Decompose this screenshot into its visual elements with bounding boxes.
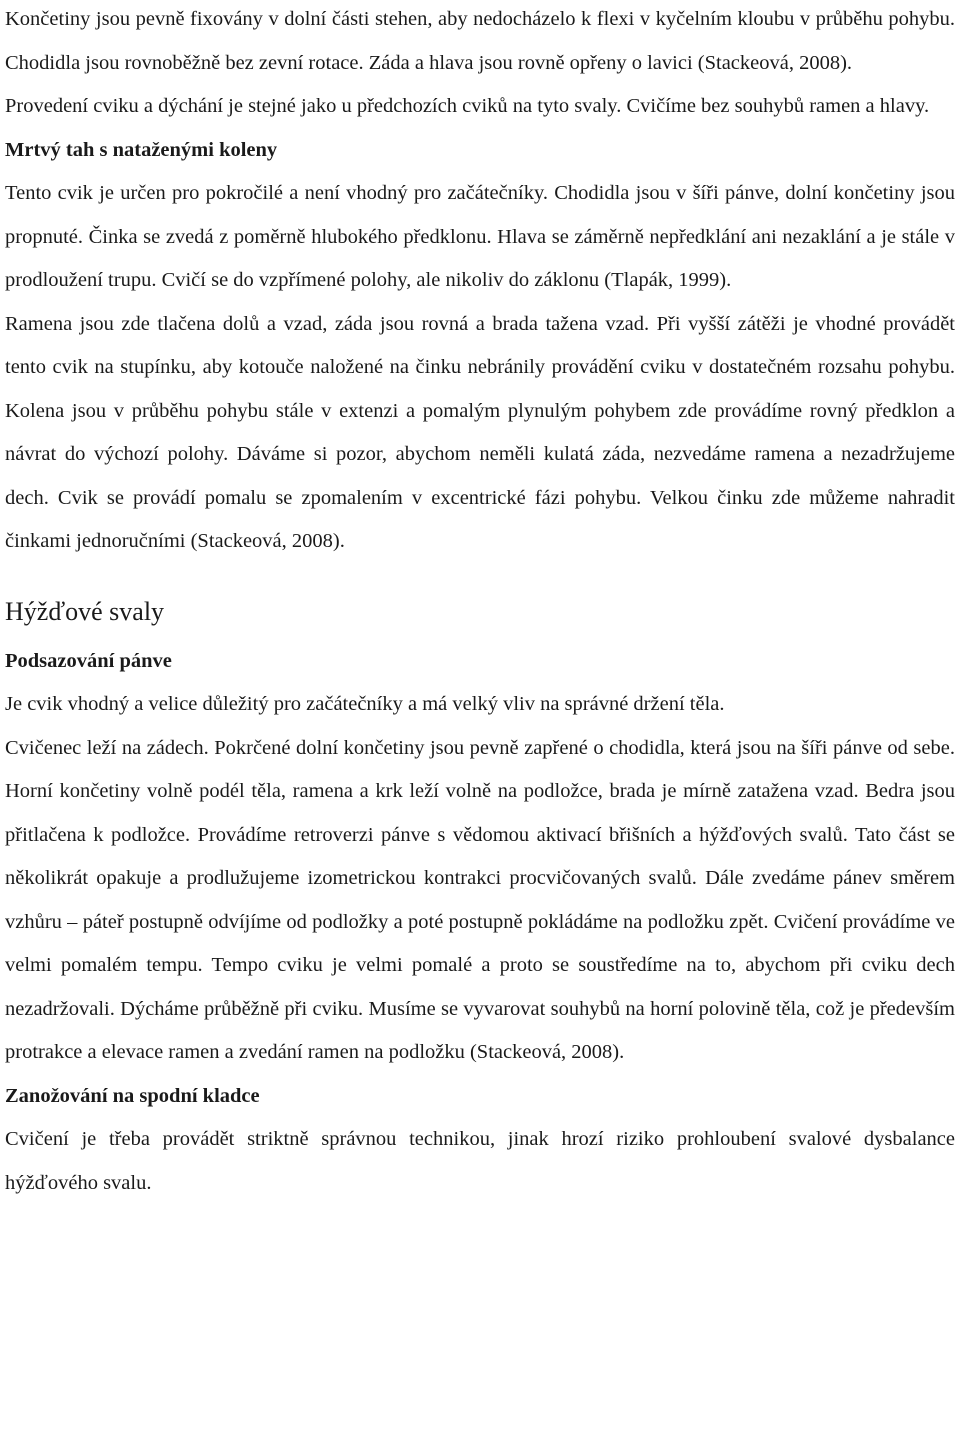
heading-cable-kickback: Zanožování na spodní kladce [5, 1084, 260, 1107]
paragraph-deadlift-intro: Tento cvik je určen pro pokročilé a není vhodný pro začátečníky. Chodidla jsou v šíři pánve, dolní končetiny jsou propnuté. Činka se zvedá z poměrně hlubokého předklonu. Hlava se záměrně nepředklání ani nezaklání a je stále v prodloužení trupu. Cvičí se do vzpřímené polohy, ale nikoliv do záklonu (Tlapák, 1999). [5, 182, 955, 291]
paragraph-deadlift-detail: Ramena jsou zde tlačena dolů a vzad, záda jsou rovná a brada tažena vzad. Při vyšší zátěži je vhodné provádět tento cvik na stupínku, aby kotouče naložené na činku nebránily provádění cviku v dostatečném rozsahu pohybu. Kolena jsou v průběhu pohybu stále v extenzi a pomalým plynulým pohybem zde provádíme rovný předklon a návrat do výchozí polohy. Dáváme si pozor, abychom neměli kulatá záda, nezvedáme ramena a nezadržujeme dech. Cvik se provádí pomalu se zpomalením v excentrické fázi pohybu. Velkou činku zde můžeme nahradit činkami jednoručními (Stackeová, 2008). [5, 312, 955, 552]
section-title-gluteal: Hýžďové svaly [5, 596, 165, 626]
paragraph-cable-kickback: Cvičení je třeba provádět striktně správnou technikou, jinak hrozí riziko prohloubení svalové dysbalance hýžďového svalu. [5, 1128, 955, 1194]
heading-pelvic-tilt: Podsazování pánve [5, 649, 172, 672]
paragraph-pelvic-tilt-intro: Je cvik vhodný a velice důležitý pro začátečníky a má velký vliv na správné držení těla. [5, 693, 725, 715]
document-page [5, 0, 955, 1205]
heading-deadlift: Mrtvý tah s nataženými koleny [5, 138, 278, 161]
paragraph-fixation: Končetiny jsou pevně fixovány v dolní části stehen, aby nedocházelo k flexi v kyčelním kloubu v průběhu pohybu. Chodidla jsou rovnoběžně bez zevní rotace. Záda a hlava jsou rovně opřeny o lavici (Stackeová, 2008). [5, 8, 955, 74]
paragraph-pelvic-tilt-detail: Cvičenec leží na zádech. Pokrčené dolní končetiny jsou pevně zapřené o chodidla, která jsou na šíři pánve od sebe. Horní končetiny volně podél těla, ramena a krk leží volně na podložce, brada je mírně zatažena vzad. Bedra jsou přitlačena k podložce. Provádíme retroverzi pánve s vědomou aktivací břišních a hýžďových svalů. Tato část se několikrát opakuje a prodlužujeme izometrickou kontrakci procvičovaných svalů. Dále zvedáme pánev směrem vzhůru – páteř postupně odvíjíme od podložky a poté postupně pokládáme na podložku zpět. Cvičení provádíme ve velmi pomalém tempu. Tempo cviku je velmi pomalé a proto se soustředíme na to, abychom při cviku dech nezadržovali. Dýcháme průběžně při cviku. Musíme se vyvarovat souhybů na horní polovině těla, což je především protrakce a elevace ramen a zvedání ramen na podložku (Stackeová, 2008). [5, 736, 955, 1063]
paragraph-execution: Provedení cviku a dýchání je stejné jako u předchozích cviků na tyto svaly. Cvičíme bez souhybů ramen a hlavy. [5, 95, 930, 117]
